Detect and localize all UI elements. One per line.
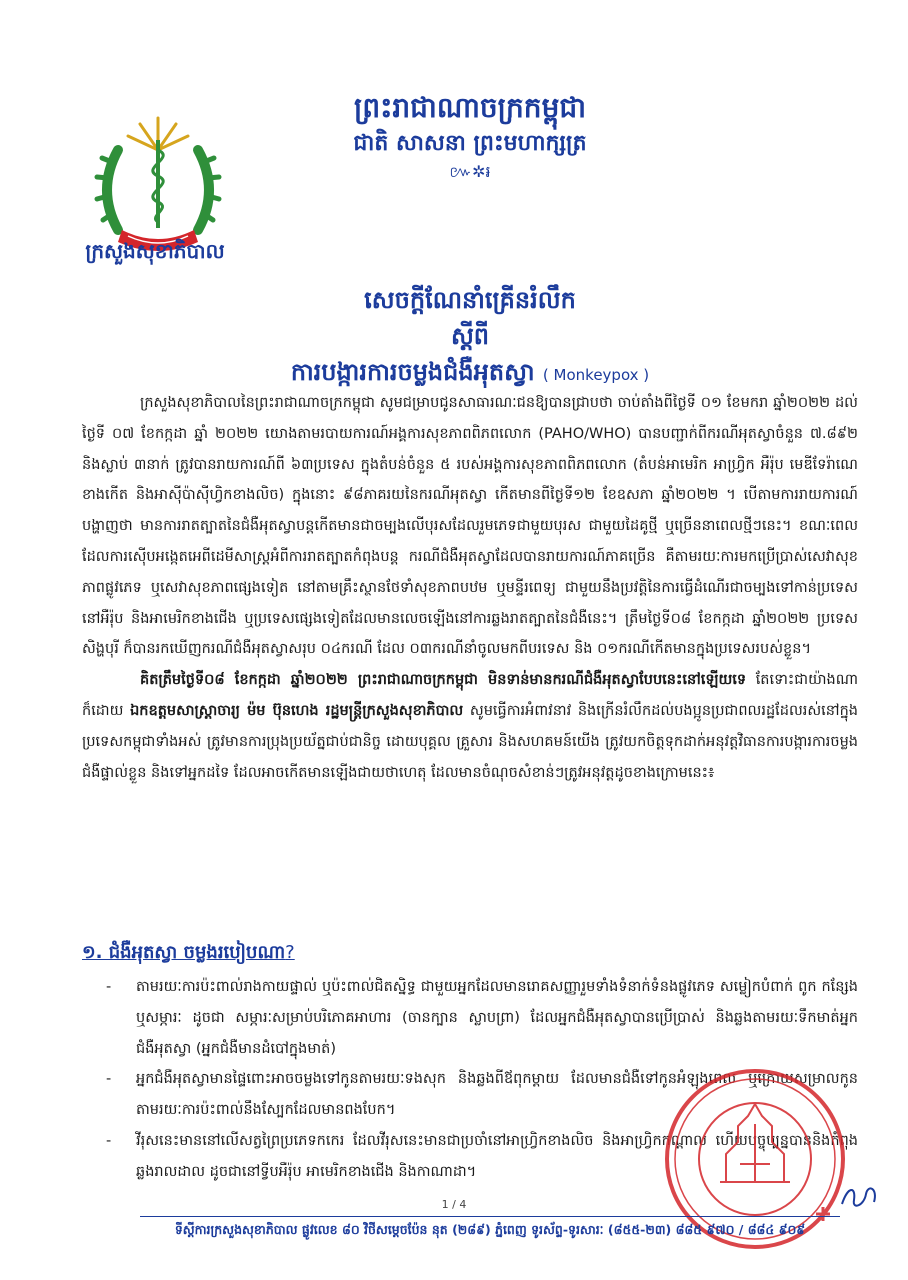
bullet-text: អ្នកជំងឺអុតស្វាមានផ្ទៃពោះអាចចម្លងទៅកូនតាមរយៈទងសុក និងឆ្លងពីឪពុកម្ដាយ ដែលមានជំងឺទៅកូនអំឡុងពេល ឬក្រោយសម្រាលកូន តាមរយៈការប៉ះពាល់នឹងស្បែកដែលមានពងបែក។ bbox=[136, 1071, 858, 1119]
document-title bbox=[200, 282, 740, 393]
paragraph-2-bold: គិតត្រឹមថ្ងៃទី០៨ ខែកក្កដា ឆ្នាំ២០២២ ព្រះរាជាណាចក្រកម្ពុជា មិនទាន់មានករណីជំងឺអុតស្វាបែបនេះនៅឡើយទេ bbox=[140, 672, 747, 689]
section-1-question-mark: ? bbox=[285, 942, 295, 963]
paragraph-1: ក្រសួងសុខាភិបាលនៃព្រះរាជាណាចក្រកម្ពុជា សូមជម្រាបជូនសាធារណៈជនឱ្យបានជ្រាបថា ចាប់តាំងពីថ្ងៃទី ០១ ខែមករា ឆ្នាំ២០២២ ដល់ថ្ងៃទី ០៧ ខែកក្កដា ឆ្នាំ ២០២២ យោងតាមរបាយការណ៍អង្គការសុខភាពពិភពលោក (PAHO/WHO) បានបញ្ជាក់ពីករណីអុតស្វាចំនួន ៧.៨៩២ និងស្លាប់ ៣នាក់ ត្រូវបានរាយការណ៍ពី ៦៣ប្រទេស ក្នុងតំបន់ចំនួន ៥ របស់អង្គការសុខភាពពិភពលោក (តំបន់អាមេរិក អាហ្វ្រិក អឺរ៉ុប មេឌីទែរ៉ាណេខាងកើត និងអាស៊ីប៉ាស៊ីហ្វិកខាងលិច) ក្នុងនោះ ៩៨ភាគរយនៃករណីអុតស្វា កើតមានពីថ្ងៃទី១២ ខែឧសភា ឆ្នាំ២០២២ ។ បើតាមការរាយការណ៍បង្ហាញថា មានការរាតត្បាតនៃជំងឺអុតស្វាបន្តកើតមានជាចម្បងលើបុរសដែលរួមភេទជាមួយបុរស ជាមួយដៃគូថ្មី ឬច្រើននាពេលថ្មីៗនេះ។ ខណៈពេលដែលការស៊ើបអង្កេតអេពីដេមីសាស្ត្រអំពីការរាតត្បាតកំពុងបន្ត ករណីជំងឺអុតស្វាដែលបានរាយការណ៍ភាគច្រើន គឺតាមរយៈការមកប្រើប្រាស់សេវាសុខភាពផ្លូវភេទ ឬសេវាសុខភាពផ្សេងទៀត នៅតាមគ្រឹះស្ថានថែទាំសុខភាពបឋម ឬមន្ទីរពេទ្យ ជាមួយនឹងប្រវត្តិនៃការធ្វើដំណើរជាចម្បងទៅកាន់ប្រទេសនៅអឺរ៉ុប និងអាមេរិកខាងជើង ឬប្រទេសផ្សេងទៀតដែលមានលេចឡើងនៅការឆ្លងរាតត្បាតនៃជំងឺនេះ។ ត្រឹមថ្ងៃទី០៨ ខែកក្កដា ឆ្នាំ២០២២ ប្រទេសសិង្ហបុរី ក៏បានរកឃើញករណីជំងឺអុតស្វាសរុប ០៤ករណី ដែល ០៣ករណីនាំចូលមកពីបរទេស និង ០១ករណីកើតមានក្នុងប្រទេសរបស់ខ្លួន។ bbox=[82, 395, 858, 658]
minister-name: ឯកឧត្តមសាស្ត្រាចារ្យ ម៉ម ប៊ុនហេង រដ្ឋមន្ត្រីក្រសួងសុខាភិបាល bbox=[130, 702, 464, 719]
section-1-heading bbox=[82, 940, 782, 967]
bullet-text: តាមរយៈការប៉ះពាល់រាងកាយផ្ទាល់ ឬប៉ះពាល់ជិតស្និទ្ធ ជាមួយអ្នកដែលមានរោគសញ្ញារួមទាំងទំនាក់ទំនងផ្លូវភេទ សម្លៀកបំពាក់ ពូក កន្សែង ឬសម្ភារៈ ដូចជា សម្ភារៈសម្រាប់បរិភោគអាហារ (ចានក្បាន ស្លាបព្រា) ដែលអ្នកជំងឺអុតស្វាបានប្រើប្រាស់ និងឆ្លងតាមរយៈទឹកមាត់អ្នកជំងឺអុតស្វា (អ្នកជំងឺមានដំបៅក្នុងមាត់) bbox=[136, 979, 858, 1057]
ministry-name: ក្រសួងសុខាភិបាល bbox=[85, 239, 225, 263]
signature-icon bbox=[838, 1176, 882, 1216]
kingdom-header bbox=[260, 88, 680, 184]
bullet-text: វីរុសនេះមាននៅលើសត្វព្រៃប្រភេទកកេរ ដែលវីរុសនេះមានជាប្រចាំនៅអាហ្វ្រិកខាងលិច និងអាហ្វ្រិកកណ្ដាល ហើយបច្ចុប្បន្នបាននិងកំពុងឆ្លងរាលដាល ដូចជានៅទ្វីបអឺរ៉ុប អាមេរិកខាងជើង និងកាណាដា។ bbox=[136, 1132, 858, 1180]
header-ornament: ៚✲៛ bbox=[449, 162, 491, 181]
list-item bbox=[106, 972, 858, 1064]
title-line-1: សេចក្ដីណែនាំគ្រើនរំលឹក bbox=[364, 286, 576, 314]
title-line-2: ស្ដីពី bbox=[450, 322, 490, 350]
section-1-heading-text: ១. ជំងឺអុតស្វា ចម្លងរបៀបណា bbox=[82, 942, 286, 963]
paragraph-2 bbox=[82, 665, 858, 788]
paragraph-2-text-a: តែទោះជាយ៉ាងណាក៏ដោយ bbox=[82, 672, 858, 719]
national-motto: ជាតិ សាសនា ព្រះមហាក្សត្រ bbox=[353, 131, 587, 156]
title-line-3-km: ការបង្ការការចម្លងជំងឺអុតស្វា bbox=[290, 358, 535, 386]
bullet-dash: - bbox=[106, 1132, 112, 1149]
kingdom-title: ព្រះរាជាណាចក្រកម្ពុជា bbox=[353, 91, 586, 124]
page-number: 1 / 4 bbox=[441, 1198, 467, 1211]
footer-address: ទីស្ដីការក្រសួងសុខាភិបាល ផ្លូវលេខ ៨០ វិថីសម្ដេចប៉ែន នុត (២៨៩) ភ្នំពេញ ទូរស័ព្ទ-ទូរសារៈ (៨៥៥-២៣) ៨៨៥ ៩៧០ / ៨៨៤ ៩០៩ bbox=[174, 1222, 806, 1237]
footer-divider bbox=[140, 1216, 840, 1217]
body-text bbox=[82, 388, 858, 788]
bullet-dash: - bbox=[106, 979, 112, 995]
bullet-dash: - bbox=[106, 1071, 112, 1088]
paragraph-2-text-b: សូមធ្វើការអំពាវនាវ និងក្រើនរំលឹកដល់បងប្អូនប្រជាពលរដ្ឋដែលរស់នៅក្នុងប្រទេសកម្ពុជាទាំងអស់ ត្រូវមានការប្រុងប្រយ័ត្នជាប់ជានិច្ច ដោយបុគ្គល គ្រួសារ និងសហគមន៍យើង ត្រូវយកចិត្តទុកដាក់អនុវត្តវិធានការបង្ការការចម្លងជំងឺផ្ទាល់ខ្លួន និងទៅអ្នកដទៃ ដែលអាចកើតមានឡើងជាយថាហេតុ ដែលមានចំណុចសំខាន់ៗត្រូវអនុវត្តដូចខាងក្រោមនេះ៖ bbox=[82, 702, 859, 781]
title-line-3-en: ( Monkeypox ) bbox=[542, 366, 650, 384]
